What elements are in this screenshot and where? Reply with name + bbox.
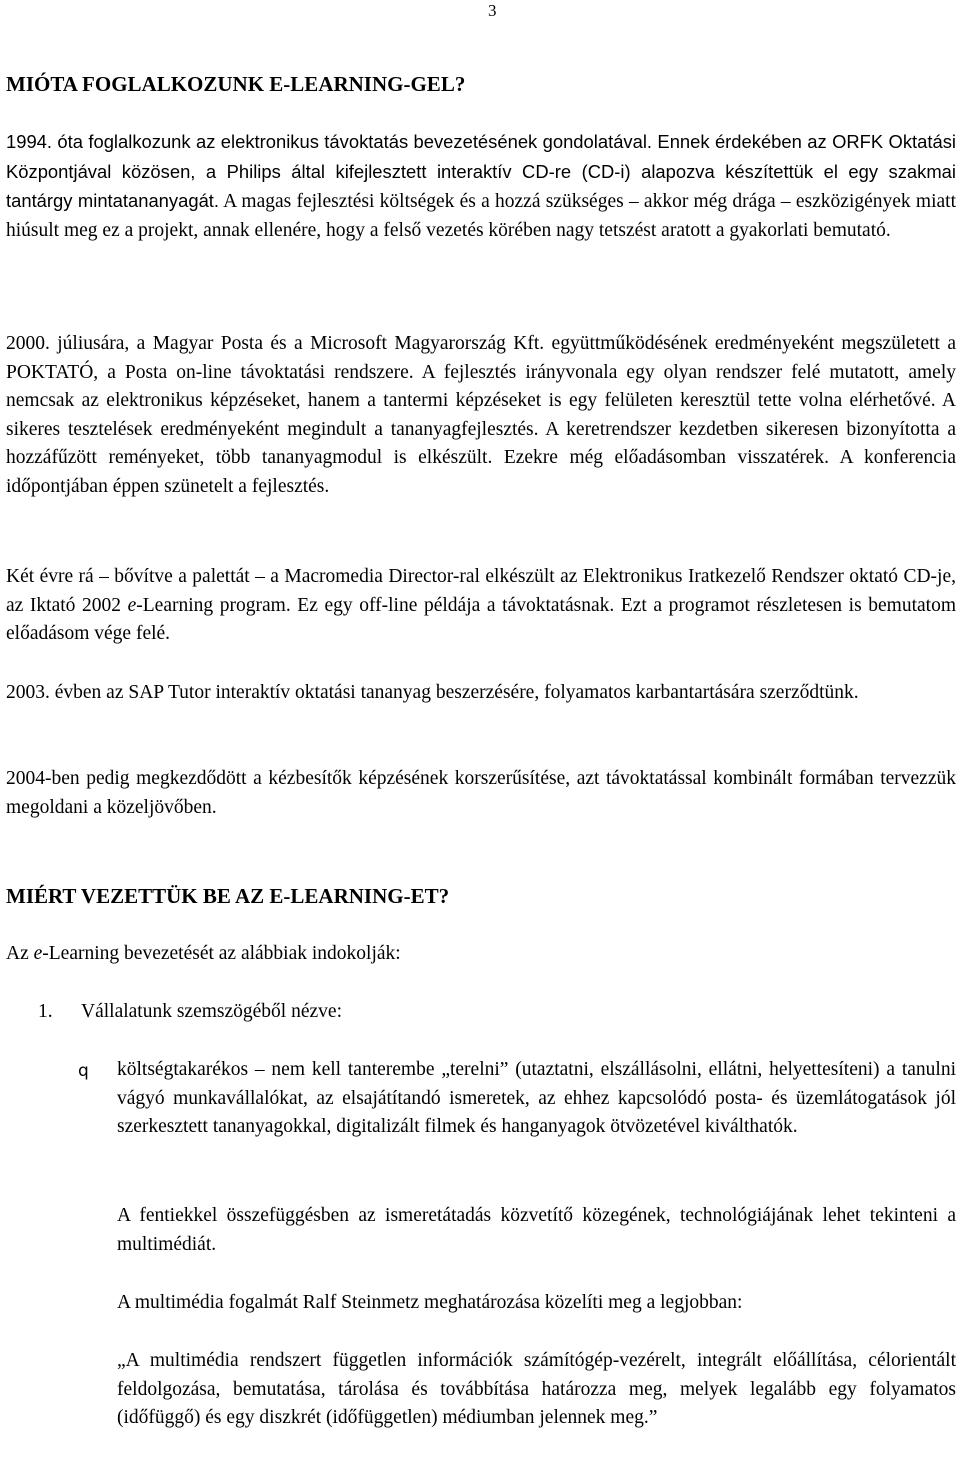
list-number: 1. (38, 1001, 53, 1022)
paragraph-two-years-later-part2: -Learning program. Ez egy off-line példája a távoktatásnak. Ezt a programot részletesen is bemutatom előadásom vége felé. (6, 594, 956, 645)
paragraph-intro-part1: Az (6, 943, 34, 964)
paragraph-two-years-later (6, 563, 956, 649)
paragraph-intro-part2: -Learning bevezetését az alábbiak indokolják: (42, 943, 401, 964)
paragraph-1994-part2: A magas fejlesztési költségek és a hozzá szükséges – akkor még drága – eszközigények miatt hiúsult meg ez a projekt, annak ellenére, hogy a felső vezetés körében nagy tetszést aratott a gyakorlati bemutató. (6, 191, 956, 241)
sub-paragraph-multimedia-context: A fentiekkel összefüggésben az ismeretátadás közvetítő közegének, technológiájának lehet tekinteni a multimédiát. (117, 1205, 956, 1255)
paragraph-two-years-later-part1: Két évre rá – bővítve a palettát – a Macromedia Director-ral elkészült az Elektronikus Iratkezelő Rendszer oktató CD-je, az Iktató 2002 (6, 566, 956, 616)
page-number: 3 (488, 1, 497, 20)
paragraph-1994-part1: 1994. óta foglalkozunk az elektronikus távoktatás bevezetésének gondolatával. Ennek érdekében az ORFK Oktatási Központjával közösen, a Philips által kifejlesztett interaktív CD-re (CD-i) alapozva készítettük el egy szakmai tantárgy mintatananyagát. (6, 131, 956, 212)
paragraph-2000: 2000. júliusára, a Magyar Posta és a Microsoft Magyarország Kft. együttműködésének eredményeként megszületett a POKTATÓ, a Posta on-line távoktatási rendszere. A fejlesztés irányvonala egy olyan rendszer felé mutatott, amely nemcsak az elektronikus képzéseket, hanem a tantermi képzéseket is egy felületen keresztül tette volna elérhetővé. A sikeres tesztelések eredményeként megindult a tananyagfejlesztés. A keretrendszer kezdetben sikeresen bizonyította a hozzáfűzött reményeket, több tananyagmodul is elkészült. Ezekre még előadásomban visszatérek. A konferencia időpontjában éppen szünetelt a fejlesztés. (6, 333, 956, 497)
sub-paragraph-definition-quote: „A multimédia rendszert független információk számítógép-vezérelt, integrált előállítása, célorientált feldolgozása, bemutatása, tárolása és továbbítása határozza meg, melyek legalább egy folyamatos (időfüggő) és egy diszkrét (időfüggetlen) médiumban jelennek meg.” (117, 1350, 956, 1429)
section-heading-since-when: MIÓTA FOGLALKOZUNK E-LEARNING-GEL? (6, 72, 466, 96)
paragraph-2003: 2003. évben az SAP Tutor interaktív oktatási tananyag beszerzésére, folyamatos karbantartására szerződtünk. (6, 682, 859, 703)
paragraph-intro (6, 940, 956, 969)
sub-paragraph-steinmetz: A multimédia fogalmát Ralf Steinmetz meghatározása közelíti meg a legjobban: (117, 1292, 743, 1313)
italic-e: e (127, 594, 137, 616)
paragraph-1994 (6, 128, 956, 245)
section-heading-why: MIÉRT VEZETTÜK BE AZ E-LEARNING-ET? (6, 884, 450, 908)
bullet-text: költségtakarékos – nem kell tanterembe „terelni” (utaztatni, elszállásolni, ellátni, helyettesíteni) a tanulni vágyó munkavállalókat, az elsajátítandó ismeretek, az ehhez kapcsolódó posta- és üzemlátogatások jól szerkesztett tananyagokkal, digitalizált filmek és hanganyagok ötvözetével kiválthatók. (117, 1059, 956, 1138)
paragraph-2004: 2004-ben pedig megkezdődött a kézbesítők képzésének korszerűsítése, azt távoktatással kombinált formában tervezzük megoldani a közeljövőben. (6, 768, 956, 818)
bullet-marker: q (78, 1061, 89, 1081)
italic-e-intro: e (33, 943, 43, 964)
list-item-text: Vállalatunk szemszögéből nézve: (81, 1001, 342, 1022)
